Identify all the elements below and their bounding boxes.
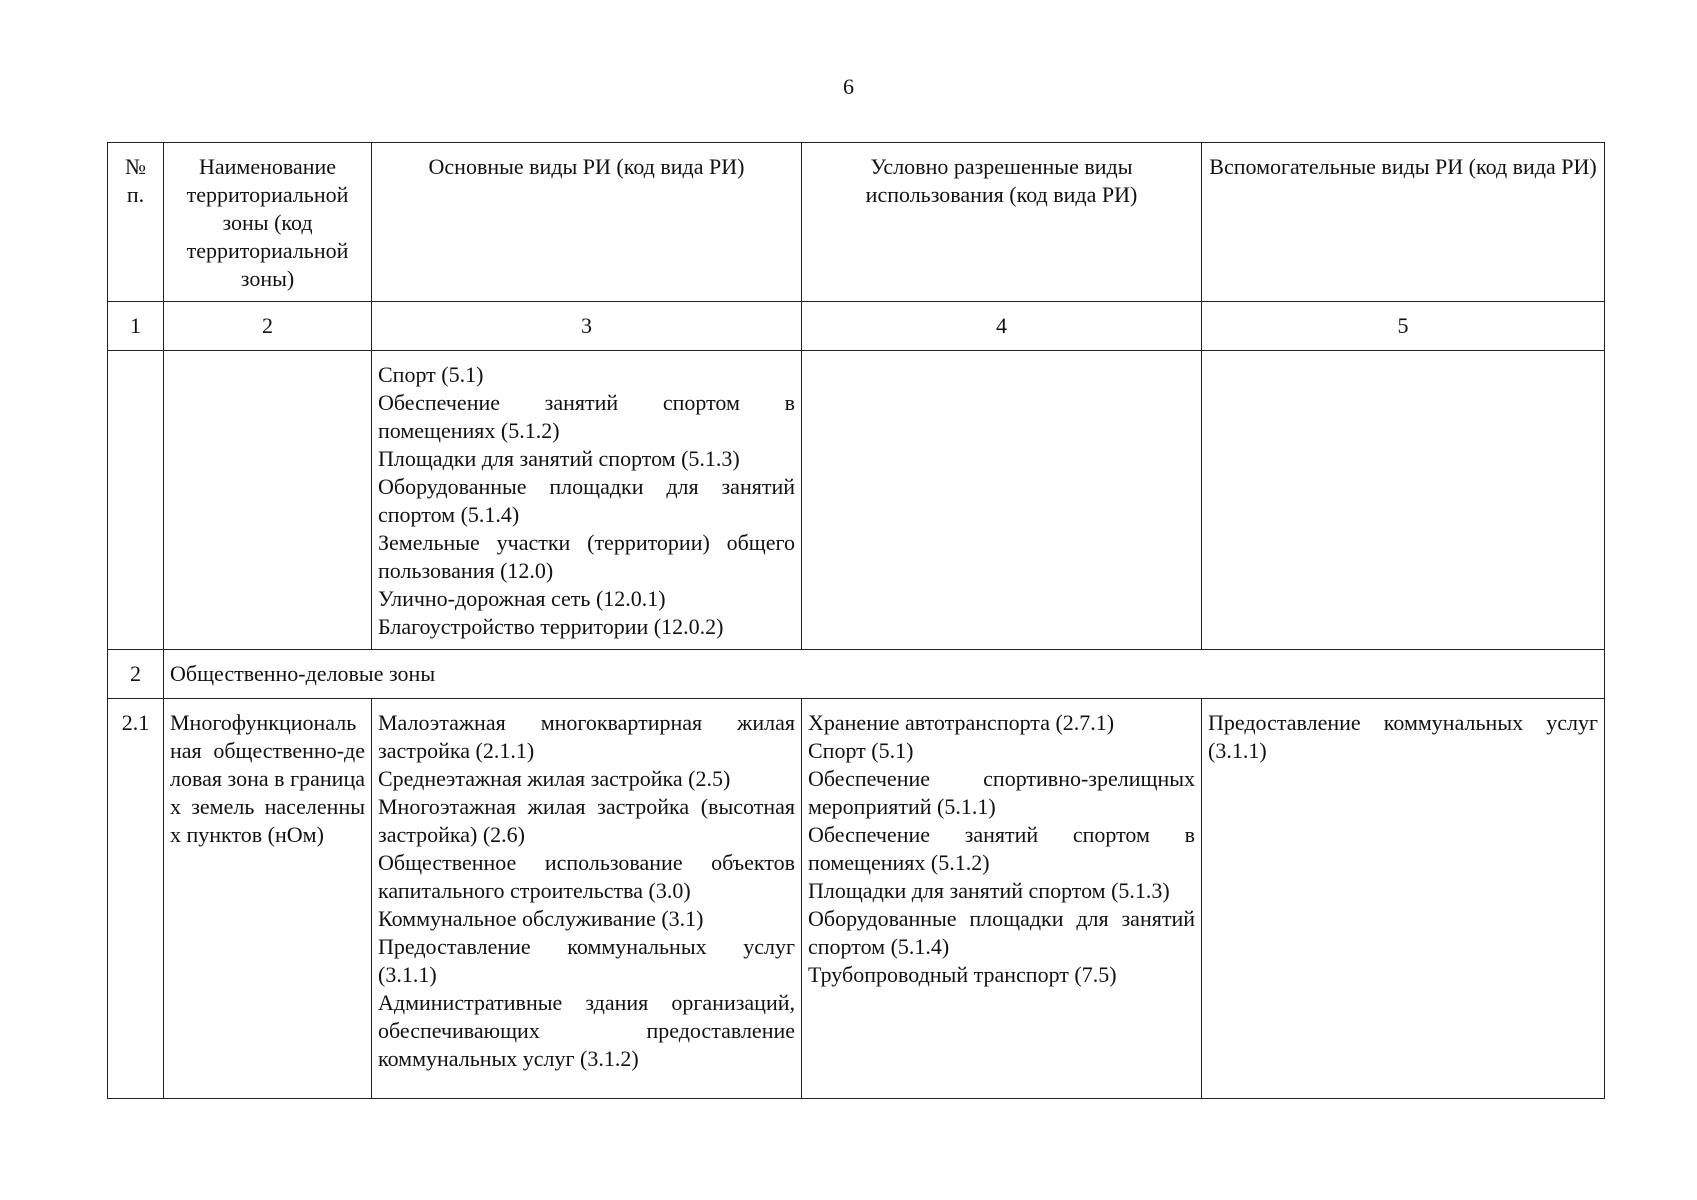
page-number: 6 (843, 74, 854, 99)
use-item: Многоэтажная жилая застройка (высотная застройка) (2.6) (378, 794, 795, 847)
zone-name-cell (164, 351, 372, 650)
use-item: Обеспечение занятий спортом в помещениях (5.1.2) (378, 390, 795, 443)
use-item: Административные здания организаций, обеспечивающих предоставление коммунальных услуг (3.1.2) (378, 990, 795, 1071)
conditional-uses-cell (802, 351, 1202, 650)
column-number: 2 (164, 302, 372, 351)
row-number-cell (108, 351, 164, 650)
use-item: Оборудованные площадки для занятий спортом (5.1.4) (378, 474, 795, 527)
header-zone-name: Наименование территориальной зоны (код территориальной зоны) (164, 143, 372, 302)
column-numbers-row (108, 302, 1605, 351)
column-number: 4 (802, 302, 1202, 351)
use-item: Улично-дорожная сеть (12.0.1) (378, 586, 666, 611)
main-uses-cell (372, 699, 802, 1099)
row-number-cell: 2.1 (108, 699, 164, 1099)
section-number: 2 (108, 650, 164, 699)
use-item: Площадки для занятий спортом (5.1.3) (378, 446, 740, 471)
zone-name-cell (164, 699, 372, 1099)
use-item: Хранение автотранспорта (2.7.1) (808, 710, 1115, 735)
column-number: 5 (1202, 302, 1605, 351)
auxiliary-uses-cell (1202, 351, 1605, 650)
use-item: Благоустройство территории (12.0.2) (378, 614, 724, 639)
use-item: Спорт (5.1) (808, 738, 914, 763)
header-row (108, 143, 1605, 302)
continuation-row (108, 351, 1605, 650)
use-item: Предоставление коммунальных услуг (3.1.1) (378, 934, 795, 987)
use-item: Площадки для занятий спортом (5.1.3) (808, 878, 1170, 903)
use-item: Малоэтажная многоквартирная жилая застройка (2.1.1) (378, 710, 795, 763)
use-item: Трубопроводный транспорт (7.5) (808, 962, 1117, 987)
use-item: Коммунальное обслуживание (3.1) (378, 906, 704, 931)
header-main-uses: Основные виды РИ (код вида РИ) (372, 143, 802, 302)
column-number: 3 (372, 302, 802, 351)
use-item: Общественное использование объектов капитального строительства (3.0) (378, 850, 795, 903)
zones-table (107, 142, 1605, 1099)
header-conditional-uses: Условно разрешенные виды использования (код вида РИ) (802, 143, 1202, 302)
use-item: Спорт (5.1) (378, 362, 484, 387)
section-title: Общественно-деловые зоны (164, 650, 1605, 699)
use-item: Предоставление коммунальных услуг (3.1.1) (1208, 710, 1598, 763)
column-number: 1 (108, 302, 164, 351)
header-auxiliary-uses: Вспомогательные виды РИ (код вида РИ) (1202, 143, 1605, 302)
zone-name: Многофункциональная общественно-деловая зона в границах земель населенных пунктов (нОм) (170, 710, 365, 847)
use-item: Земельные участки (территории) общего пользования (12.0) (378, 530, 795, 583)
zone-row-2-1 (108, 699, 1605, 1099)
section-row (108, 650, 1605, 699)
header-number: № п. (108, 143, 164, 302)
use-item: Обеспечение занятий спортом в помещениях (5.1.2) (808, 822, 1195, 875)
auxiliary-uses-cell (1202, 699, 1605, 1099)
use-item: Среднеэтажная жилая застройка (2.5) (378, 766, 731, 791)
use-item: Обеспечение спортивно-зрелищных мероприятий (5.1.1) (808, 766, 1195, 819)
use-item: Оборудованные площадки для занятий спортом (5.1.4) (808, 906, 1195, 959)
main-uses-cell (372, 351, 802, 650)
conditional-uses-cell (802, 699, 1202, 1099)
